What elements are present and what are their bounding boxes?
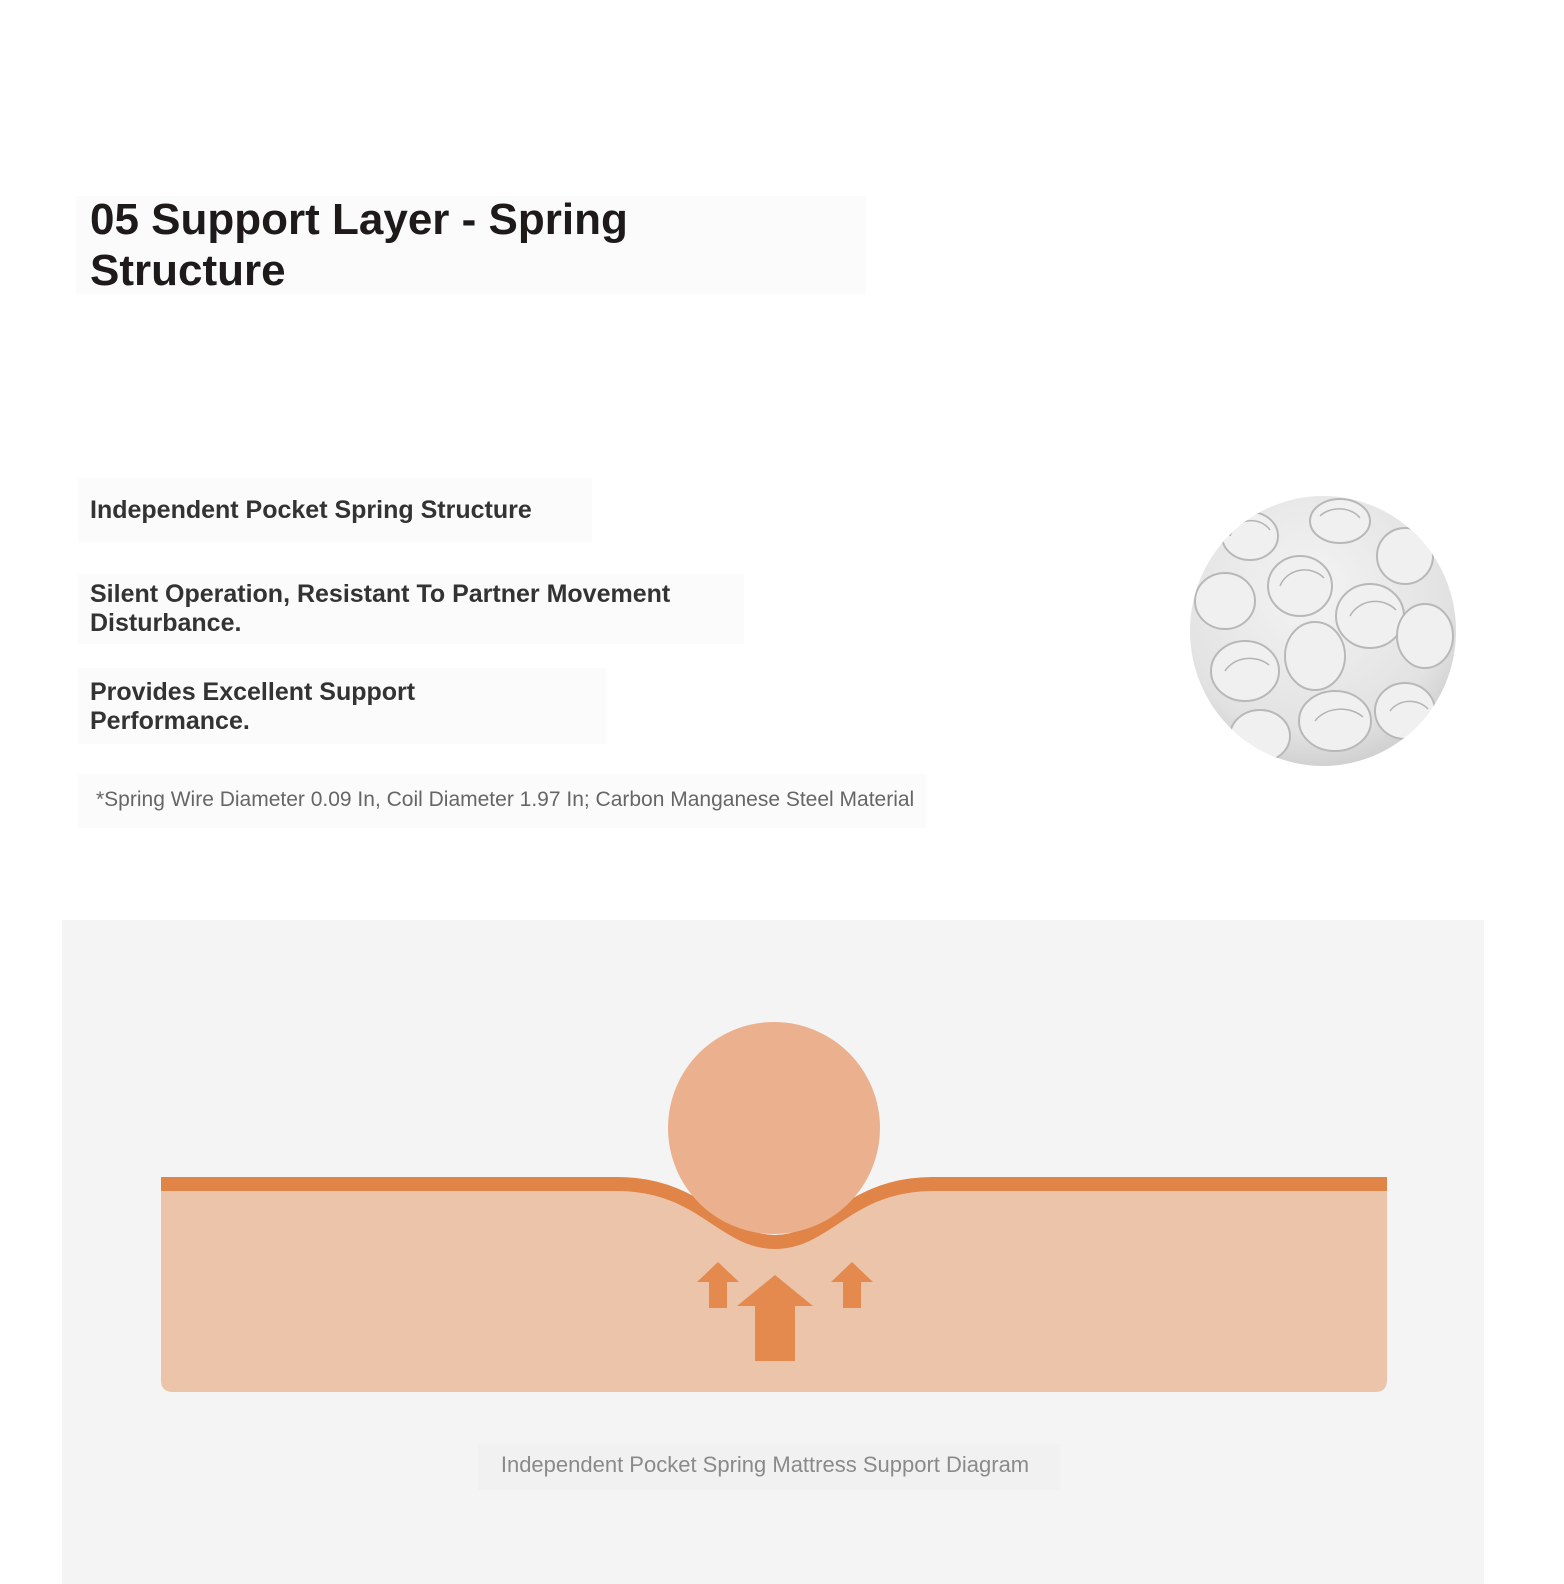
feature-support: Provides Excellent Support Performance. xyxy=(90,678,416,735)
spec-note: *Spring Wire Diameter 0.09 In, Coil Diameter 1.97 In; Carbon Manganese Steel Material xyxy=(96,788,915,811)
page-title: 05 Support Layer - Spring Structure xyxy=(90,195,628,295)
feature-pocket-spring: Independent Pocket Spring Structure xyxy=(90,496,532,524)
pocket-spring-photo xyxy=(1190,496,1456,766)
diagram-caption: Independent Pocket Spring Mattress Support Diagram xyxy=(500,1452,1030,1477)
feature-silent-operation: Silent Operation, Resistant To Partner Movement Disturbance. xyxy=(90,580,671,637)
body-ball xyxy=(668,1022,880,1234)
